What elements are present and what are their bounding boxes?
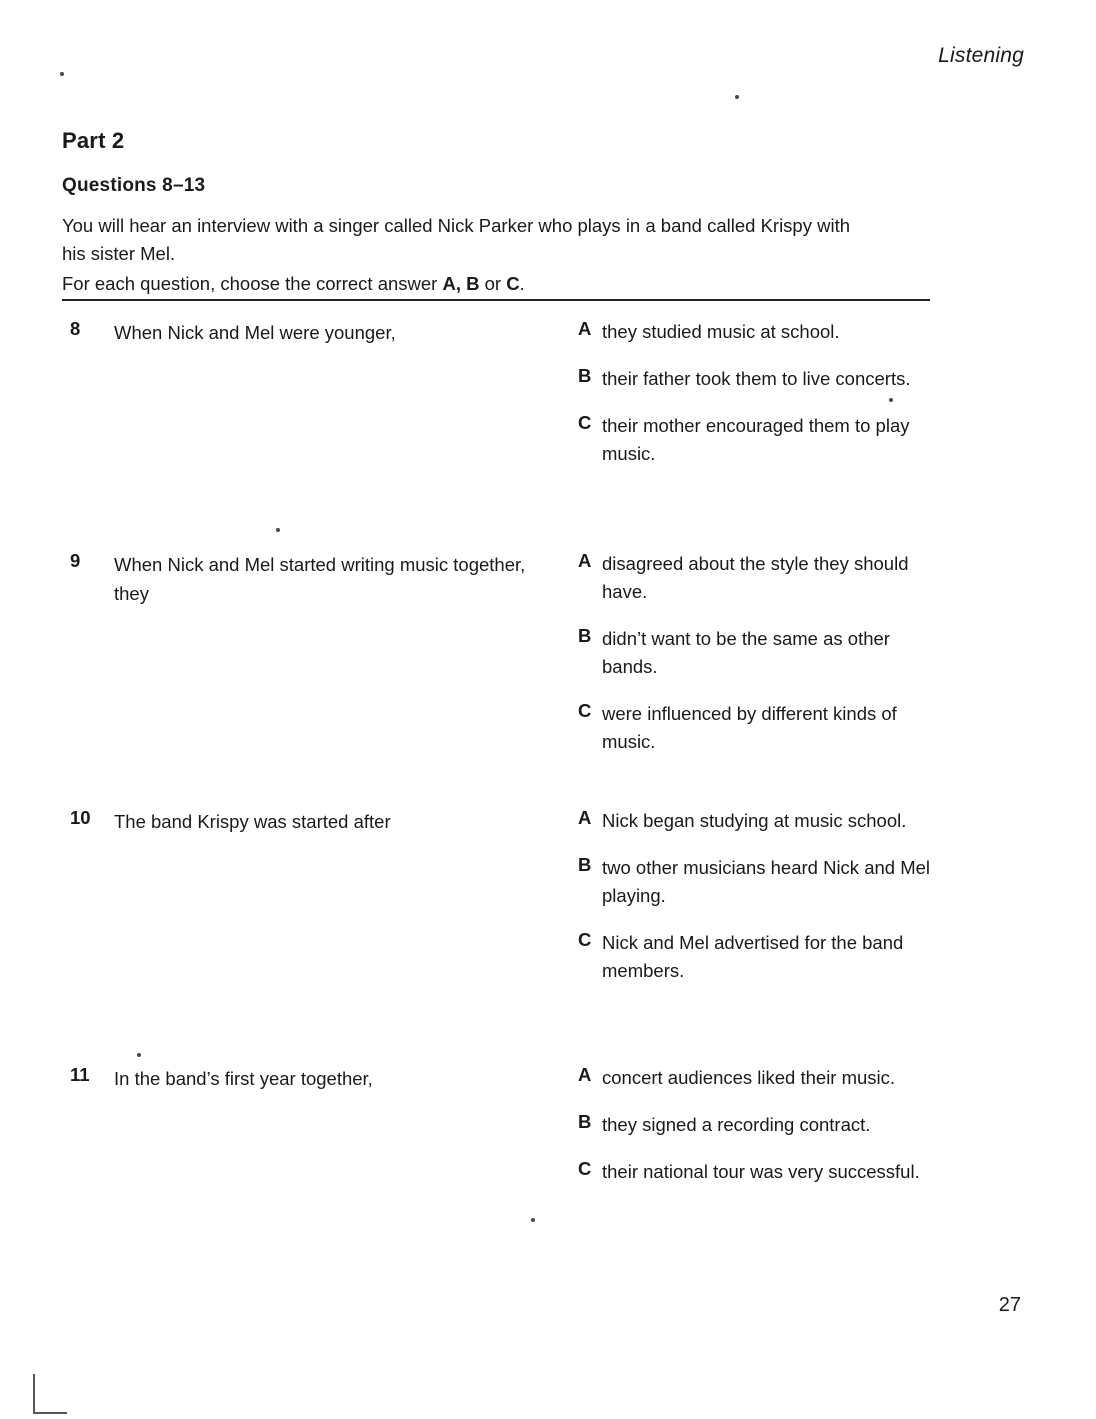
option-text: they signed a recording contract.	[602, 1114, 871, 1135]
option-c[interactable]	[578, 700, 948, 756]
option-letter: A	[578, 807, 592, 828]
options-list	[578, 550, 948, 756]
answer-options-bold-ab: A, B	[442, 273, 480, 294]
question-stem: In the band’s first year together,	[114, 1068, 373, 1089]
questions-range-title: Questions 8–13	[62, 175, 206, 196]
option-text: they studied music at school.	[602, 321, 840, 342]
option-letter: B	[578, 854, 592, 875]
option-c[interactable]	[578, 412, 948, 468]
page-edge-mark-horizontal	[33, 1412, 67, 1414]
option-letter: C	[578, 412, 592, 433]
option-b[interactable]	[578, 625, 948, 681]
question-stem: When Nick and Mel were younger,	[114, 322, 396, 343]
option-text: didn’t want to be the same as other bands.	[602, 628, 890, 677]
page-speck	[531, 1218, 535, 1222]
page-speck	[137, 1053, 141, 1057]
instructions-line-3	[62, 270, 942, 298]
page-edge-mark	[33, 1374, 35, 1414]
page-speck	[60, 72, 64, 76]
option-letter: B	[578, 365, 592, 386]
instructions-line-1: You will hear an interview with a singer called Nick Parker who plays in a band called Krispy with	[62, 215, 851, 236]
option-letter: C	[578, 929, 592, 950]
option-text: two other musicians heard Nick and Mel playing.	[602, 857, 931, 906]
option-text: were influenced by different kinds of music.	[602, 703, 897, 752]
question-stem: When Nick and Mel started writing music together, they	[114, 554, 526, 604]
question-number: 10	[70, 807, 91, 828]
running-head: Listening	[938, 44, 1024, 67]
option-b[interactable]	[578, 365, 948, 393]
options-list	[578, 807, 948, 985]
question-number: 11	[70, 1064, 90, 1085]
instructions-line-3-mid: or	[479, 273, 507, 294]
option-a[interactable]	[578, 318, 948, 346]
option-text: their national tour was very successful.	[602, 1161, 920, 1182]
option-text: disagreed about the style they should have.	[602, 553, 909, 602]
instructions-line-3-end: .	[519, 273, 525, 294]
option-a[interactable]	[578, 550, 948, 606]
option-c[interactable]	[578, 929, 948, 985]
options-list	[578, 1064, 948, 1186]
task-instructions	[62, 212, 942, 298]
options-list	[578, 318, 948, 468]
option-letter: C	[578, 700, 592, 721]
page-speck	[276, 528, 280, 532]
instructions-line-3-pre: For each question, choose the correct answer	[62, 273, 443, 294]
option-letter: C	[578, 1158, 592, 1179]
option-letter: A	[578, 550, 592, 571]
page-speck	[735, 95, 739, 99]
option-text: their father took them to live concerts.	[602, 368, 911, 389]
option-text: Nick began studying at music school.	[602, 810, 907, 831]
question-number: 9	[70, 550, 81, 571]
question-stem: The band Krispy was started after	[114, 811, 391, 832]
option-text: Nick and Mel advertised for the band members.	[602, 932, 904, 981]
horizontal-divider	[62, 299, 930, 301]
option-c[interactable]	[578, 1158, 948, 1186]
option-letter: B	[578, 625, 592, 646]
page-number: 27	[998, 1294, 1021, 1316]
option-letter: A	[578, 318, 592, 339]
instructions-line-2: his sister Mel.	[62, 243, 176, 264]
part-title: Part 2	[62, 128, 125, 153]
option-text: concert audiences liked their music.	[602, 1067, 896, 1088]
option-b[interactable]	[578, 854, 948, 910]
option-letter: B	[578, 1111, 592, 1132]
option-a[interactable]	[578, 807, 948, 835]
answer-options-bold-c: C	[506, 273, 520, 294]
question-number: 8	[70, 318, 81, 339]
option-b[interactable]	[578, 1111, 948, 1139]
option-text: their mother encouraged them to play music.	[602, 415, 910, 464]
option-letter: A	[578, 1064, 592, 1085]
option-a[interactable]	[578, 1064, 948, 1092]
